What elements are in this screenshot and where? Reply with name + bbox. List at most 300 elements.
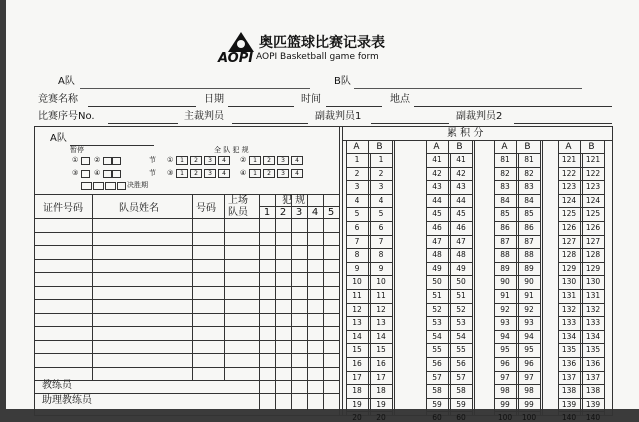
- score-cell-b[interactable]: 48: [456, 250, 466, 259]
- score-cell-b[interactable]: 123: [585, 182, 601, 191]
- score-header-a: A: [353, 142, 360, 152]
- team-foul-box[interactable]: 3: [277, 156, 289, 165]
- score-cell-b[interactable]: 100: [521, 413, 537, 422]
- team-foul-period-label: ②: [240, 156, 247, 164]
- score-cell-a[interactable]: 60: [432, 413, 442, 422]
- score-row: [494, 153, 541, 154]
- score-cell-b[interactable]: 60: [456, 413, 466, 422]
- team-foul-box[interactable]: 4: [291, 169, 303, 178]
- score-cell-a[interactable]: 129: [561, 264, 577, 273]
- label-competition: 竞赛名称: [38, 94, 78, 105]
- score-cell-a[interactable]: 131: [561, 291, 577, 300]
- score-cell-a[interactable]: 99: [500, 400, 510, 409]
- score-row: [346, 289, 393, 290]
- label-umpire-1: 副裁判员1: [315, 111, 362, 122]
- team-foul-box[interactable]: 1: [249, 156, 261, 165]
- score-row: [346, 343, 393, 344]
- score-cell-b[interactable]: 55: [456, 345, 466, 354]
- score-cell-b[interactable]: 41: [456, 155, 466, 164]
- timeout-box[interactable]: [81, 170, 90, 178]
- score-header-b: B: [376, 142, 383, 152]
- score-cell-a[interactable]: 13: [352, 318, 362, 327]
- score-cell-b[interactable]: 93: [524, 318, 534, 327]
- score-cell-b[interactable]: 42: [456, 169, 466, 178]
- score-row: [346, 194, 393, 195]
- foul-number: 2: [279, 207, 287, 218]
- score-cell-b[interactable]: 52: [456, 305, 466, 314]
- table-row: [34, 313, 339, 314]
- score-header-b: B: [588, 142, 595, 152]
- score-row: [558, 316, 605, 317]
- decider-timeout-box[interactable]: [105, 182, 116, 190]
- table-row: [34, 380, 339, 381]
- score-cell-a[interactable]: 93: [500, 318, 510, 327]
- score-cell-a[interactable]: 124: [561, 196, 577, 205]
- team-foul-box[interactable]: 3: [204, 156, 216, 165]
- score-row: [558, 275, 605, 276]
- score-cell-a[interactable]: 86: [500, 223, 510, 232]
- score-row: [426, 343, 473, 344]
- table-row: [34, 272, 339, 273]
- score-cell-a[interactable]: 41: [432, 155, 442, 164]
- score-row: [558, 180, 605, 181]
- score-row: [558, 343, 605, 344]
- timeout-box[interactable]: [112, 170, 121, 178]
- period-1-label: ①: [72, 156, 79, 164]
- score-row: [346, 153, 393, 154]
- table-row: [34, 299, 339, 300]
- score-cell-b[interactable]: 7: [378, 237, 384, 246]
- score-row: [346, 330, 393, 331]
- period-word: 节: [149, 169, 156, 177]
- score-cell-a[interactable]: 44: [432, 196, 442, 205]
- score-row: [494, 180, 541, 181]
- score-cell-a[interactable]: 123: [561, 182, 577, 191]
- score-cell-b[interactable]: 137: [585, 373, 601, 382]
- score-cell-a[interactable]: 51: [432, 291, 442, 300]
- foul-number: 4: [311, 207, 319, 218]
- score-cell-a[interactable]: 92: [500, 305, 510, 314]
- score-row: [558, 398, 605, 399]
- team-block-label: A队: [50, 133, 67, 144]
- score-header-a: A: [501, 142, 508, 152]
- score-cell-b[interactable]: 44: [456, 196, 466, 205]
- score-cell-a[interactable]: 82: [500, 169, 510, 178]
- score-row: [494, 398, 541, 399]
- score-cell-b[interactable]: 19: [376, 400, 386, 409]
- score-header-b: B: [524, 142, 531, 152]
- score-cell-b[interactable]: 86: [524, 223, 534, 232]
- score-cell-a[interactable]: 1: [354, 155, 360, 164]
- score-cell-a[interactable]: 90: [500, 277, 510, 286]
- foul-number: 5: [327, 207, 335, 218]
- score-cell-b[interactable]: 121: [585, 155, 601, 164]
- score-cell-a[interactable]: 89: [500, 264, 510, 273]
- decider-timeout-box[interactable]: [81, 182, 92, 190]
- score-row: [426, 262, 473, 263]
- score-cell-a[interactable]: 130: [561, 277, 577, 286]
- timeout-box[interactable]: [103, 170, 112, 178]
- score-cell-b[interactable]: 138: [585, 386, 601, 395]
- score-row: [558, 194, 605, 195]
- score-cell-b[interactable]: 20: [376, 413, 386, 422]
- score-cell-b[interactable]: 87: [524, 237, 534, 246]
- score-row: [346, 248, 393, 249]
- logo-mark-icon: [228, 32, 254, 52]
- score-cell-b[interactable]: 12: [376, 305, 386, 314]
- score-cell-a[interactable]: 55: [432, 345, 442, 354]
- score-row: [426, 316, 473, 317]
- header-player-name: 队员姓名: [119, 203, 159, 214]
- score-cell-b[interactable]: 18: [376, 386, 386, 395]
- score-cell-a[interactable]: 19: [352, 400, 362, 409]
- score-cell-a[interactable]: 53: [432, 318, 442, 327]
- score-cell-b[interactable]: 17: [376, 373, 386, 382]
- table-row: [34, 286, 339, 287]
- score-cell-b[interactable]: 6: [378, 223, 384, 232]
- score-title: 累 积 分: [447, 128, 484, 139]
- score-cell-a[interactable]: 122: [561, 169, 577, 178]
- score-cell-b[interactable]: 99: [524, 400, 534, 409]
- score-cell-a[interactable]: 97: [500, 373, 510, 382]
- score-row: [426, 221, 473, 222]
- team-foul-box[interactable]: 4: [291, 156, 303, 165]
- score-cell-b[interactable]: 81: [524, 155, 534, 164]
- score-row: [346, 316, 393, 317]
- header-number: 号码: [196, 203, 216, 214]
- decider-label: 决胜期: [127, 181, 148, 189]
- score-row: [494, 221, 541, 222]
- score-cell-a[interactable]: 43: [432, 182, 442, 191]
- label-umpire-2: 副裁判员2: [456, 111, 503, 122]
- score-cell-a[interactable]: 48: [432, 250, 442, 259]
- score-cell-a[interactable]: 95: [500, 345, 510, 354]
- score-cell-b[interactable]: 122: [585, 169, 601, 178]
- score-row: [494, 289, 541, 290]
- score-cell-b[interactable]: 133: [585, 318, 601, 327]
- team-foul-box[interactable]: 4: [218, 169, 230, 178]
- score-cell-b[interactable]: 5: [378, 209, 384, 218]
- score-cell-b[interactable]: 91: [524, 291, 534, 300]
- score-cell-a[interactable]: 134: [561, 332, 577, 341]
- score-cell-a[interactable]: 16: [352, 359, 362, 368]
- score-cell-b[interactable]: 88: [524, 250, 534, 259]
- score-row: [426, 411, 473, 412]
- score-cell-a[interactable]: 133: [561, 318, 577, 327]
- score-cell-b[interactable]: 140: [585, 413, 601, 422]
- decider-timeout-box[interactable]: [93, 182, 104, 190]
- assistant-coach-label: 助理教练员: [42, 395, 92, 406]
- score-row: [426, 194, 473, 195]
- score-row: [346, 262, 393, 263]
- score-cell-b[interactable]: 14: [376, 332, 386, 341]
- score-row: [426, 248, 473, 249]
- score-cell-a[interactable]: 98: [500, 386, 510, 395]
- score-cell-a[interactable]: 94: [500, 332, 510, 341]
- score-cell-b[interactable]: 96: [524, 359, 534, 368]
- score-cell-b[interactable]: 139: [585, 400, 601, 409]
- score-cell-b[interactable]: 10: [376, 277, 386, 286]
- score-cell-a[interactable]: 14: [352, 332, 362, 341]
- score-row: [346, 207, 393, 208]
- score-row: [558, 235, 605, 236]
- score-row: [426, 398, 473, 399]
- score-cell-b[interactable]: 98: [524, 386, 534, 395]
- score-cell-a[interactable]: 57: [432, 373, 442, 382]
- team-foul-box[interactable]: 2: [190, 169, 202, 178]
- score-cell-b[interactable]: 51: [456, 291, 466, 300]
- score-cell-b[interactable]: 97: [524, 373, 534, 382]
- score-cell-b[interactable]: 11: [376, 291, 386, 300]
- table-row: [34, 367, 339, 368]
- score-row: [346, 180, 393, 181]
- score-cell-b[interactable]: 57: [456, 373, 466, 382]
- score-row: [494, 167, 541, 168]
- score-cell-a[interactable]: 91: [500, 291, 510, 300]
- score-cell-b[interactable]: 130: [585, 277, 601, 286]
- score-cell-a[interactable]: 15: [352, 345, 362, 354]
- score-row: [558, 371, 605, 372]
- score-cell-a[interactable]: 18: [352, 386, 362, 395]
- header-onfield-1: 上场: [228, 195, 248, 206]
- score-header-b: B: [456, 142, 463, 152]
- score-cell-b[interactable]: 89: [524, 264, 534, 273]
- score-cell-b[interactable]: 49: [456, 264, 466, 273]
- score-cell-b[interactable]: 85: [524, 209, 534, 218]
- score-cell-b[interactable]: 134: [585, 332, 601, 341]
- score-row: [426, 289, 473, 290]
- score-cell-a[interactable]: 4: [354, 196, 360, 205]
- score-cell-a[interactable]: 8: [354, 250, 360, 259]
- score-cell-b[interactable]: 82: [524, 169, 534, 178]
- score-cell-b[interactable]: 2: [378, 169, 384, 178]
- period-4-label: ④: [94, 169, 101, 177]
- score-row: [426, 303, 473, 304]
- table-row: [34, 259, 339, 260]
- score-cell-b[interactable]: 54: [456, 332, 466, 341]
- score-cell-a[interactable]: 135: [561, 345, 577, 354]
- score-row: [346, 398, 393, 399]
- timeout-box[interactable]: [112, 157, 121, 165]
- score-cell-a[interactable]: 45: [432, 209, 442, 218]
- score-row: [494, 207, 541, 208]
- score-cell-b[interactable]: 9: [378, 264, 384, 273]
- score-row: [346, 371, 393, 372]
- score-row: [346, 357, 393, 358]
- team-foul-box[interactable]: 2: [190, 156, 202, 165]
- score-cell-b[interactable]: 126: [585, 223, 601, 232]
- label-game-no: 比赛序号No.: [38, 111, 95, 122]
- score-cell-b[interactable]: 94: [524, 332, 534, 341]
- score-cell-b[interactable]: 58: [456, 386, 466, 395]
- score-cell-a[interactable]: 83: [500, 182, 510, 191]
- score-row: [558, 153, 605, 154]
- score-cell-b[interactable]: 45: [456, 209, 466, 218]
- score-cell-a[interactable]: 84: [500, 196, 510, 205]
- score-cell-b[interactable]: 53: [456, 318, 466, 327]
- score-cell-a[interactable]: 5: [354, 209, 360, 218]
- score-row: [426, 153, 473, 154]
- foul-number: 3: [295, 207, 303, 218]
- score-cell-a[interactable]: 127: [561, 237, 577, 246]
- score-cell-b[interactable]: 84: [524, 196, 534, 205]
- score-cell-b[interactable]: 132: [585, 305, 601, 314]
- score-cell-a[interactable]: 50: [432, 277, 442, 286]
- score-cell-b[interactable]: 90: [524, 277, 534, 286]
- score-cell-a[interactable]: 121: [561, 155, 577, 164]
- team-foul-box[interactable]: 1: [176, 169, 188, 178]
- team-foul-box[interactable]: 3: [204, 169, 216, 178]
- score-cell-b[interactable]: 47: [456, 237, 466, 246]
- score-row: [346, 411, 393, 412]
- score-cell-a[interactable]: 138: [561, 386, 577, 395]
- score-cell-b[interactable]: 56: [456, 359, 466, 368]
- team-a-label: A队: [58, 76, 75, 87]
- score-cell-a[interactable]: 6: [354, 223, 360, 232]
- score-cell-b[interactable]: 131: [585, 291, 601, 300]
- score-cell-a[interactable]: 100: [497, 413, 513, 422]
- score-cell-a[interactable]: 10: [352, 277, 362, 286]
- score-row: [494, 235, 541, 236]
- table-row: [34, 340, 339, 341]
- score-cell-a[interactable]: 137: [561, 373, 577, 382]
- score-cell-b[interactable]: 83: [524, 182, 534, 191]
- score-cell-a[interactable]: 54: [432, 332, 442, 341]
- score-row: [558, 330, 605, 331]
- score-cell-a[interactable]: 87: [500, 237, 510, 246]
- score-cell-a[interactable]: 12: [352, 305, 362, 314]
- score-row: [426, 180, 473, 181]
- score-cell-a[interactable]: 88: [500, 250, 510, 259]
- score-row: [494, 371, 541, 372]
- score-cell-b[interactable]: 3: [378, 182, 384, 191]
- score-cell-a[interactable]: 96: [500, 359, 510, 368]
- score-row: [494, 357, 541, 358]
- team-foul-period-label: ④: [240, 169, 247, 177]
- score-header-a: A: [565, 142, 572, 152]
- score-cell-a[interactable]: 7: [354, 237, 360, 246]
- decider-timeout-box[interactable]: [117, 182, 126, 190]
- score-row: [346, 384, 393, 385]
- team-foul-box[interactable]: 4: [218, 156, 230, 165]
- score-cell-b[interactable]: 8: [378, 250, 384, 259]
- team-foul-box[interactable]: 1: [249, 169, 261, 178]
- score-cell-b[interactable]: 15: [376, 345, 386, 354]
- score-cell-a[interactable]: 126: [561, 223, 577, 232]
- label-venue: 地点: [390, 94, 410, 105]
- score-row: [346, 167, 393, 168]
- score-cell-a[interactable]: 59: [432, 400, 442, 409]
- score-cell-a[interactable]: 3: [354, 182, 360, 191]
- team-foul-box[interactable]: 3: [277, 169, 289, 178]
- score-cell-a[interactable]: 20: [352, 413, 362, 422]
- score-cell-a[interactable]: 125: [561, 209, 577, 218]
- score-cell-a[interactable]: 11: [352, 291, 362, 300]
- timeout-box[interactable]: [81, 157, 90, 165]
- score-cell-a[interactable]: 85: [500, 209, 510, 218]
- team-foul-box[interactable]: 2: [263, 169, 275, 178]
- team-fouls-label: 全 队 犯 规: [214, 146, 249, 154]
- score-cell-a[interactable]: 128: [561, 250, 577, 259]
- score-cell-a[interactable]: 17: [352, 373, 362, 382]
- score-cell-b[interactable]: 129: [585, 264, 601, 273]
- foul-number: 1: [263, 207, 271, 218]
- score-row: [494, 303, 541, 304]
- score-row: [426, 275, 473, 276]
- score-cell-b[interactable]: 43: [456, 182, 466, 191]
- score-cell-a[interactable]: 56: [432, 359, 442, 368]
- score-cell-a[interactable]: 47: [432, 237, 442, 246]
- score-cell-b[interactable]: 125: [585, 209, 601, 218]
- score-cell-a[interactable]: 81: [500, 155, 510, 164]
- score-row: [558, 289, 605, 290]
- score-cell-b[interactable]: 1: [378, 155, 384, 164]
- score-row: [558, 411, 605, 412]
- score-row: [494, 262, 541, 263]
- score-row: [494, 343, 541, 344]
- score-cell-b[interactable]: 124: [585, 196, 601, 205]
- score-cell-a[interactable]: 42: [432, 169, 442, 178]
- score-cell-b[interactable]: 95: [524, 345, 534, 354]
- score-cell-b[interactable]: 136: [585, 359, 601, 368]
- team-foul-period-label: ①: [167, 156, 174, 164]
- score-cell-a[interactable]: 2: [354, 169, 360, 178]
- score-cell-a[interactable]: 46: [432, 223, 442, 232]
- score-row: [426, 207, 473, 208]
- table-row: [34, 245, 339, 246]
- period-3-label: ③: [72, 169, 79, 177]
- score-cell-a[interactable]: 9: [354, 264, 360, 273]
- score-row: [346, 235, 393, 236]
- score-cell-b[interactable]: 128: [585, 250, 601, 259]
- score-cell-b[interactable]: 92: [524, 305, 534, 314]
- score-cell-b[interactable]: 16: [376, 359, 386, 368]
- score-row: [494, 316, 541, 317]
- score-cell-a[interactable]: 52: [432, 305, 442, 314]
- score-cell-b[interactable]: 135: [585, 345, 601, 354]
- score-cell-a[interactable]: 58: [432, 386, 442, 395]
- header-onfield-2: 队员: [228, 207, 248, 218]
- score-cell-b[interactable]: 13: [376, 318, 386, 327]
- score-cell-a[interactable]: 136: [561, 359, 577, 368]
- score-cell-b[interactable]: 50: [456, 277, 466, 286]
- score-cell-b[interactable]: 127: [585, 237, 601, 246]
- score-row: [494, 330, 541, 331]
- label-date: 日期: [204, 94, 224, 105]
- score-cell-b[interactable]: 4: [378, 196, 384, 205]
- table-row: [34, 326, 339, 327]
- team-foul-box[interactable]: 2: [263, 156, 275, 165]
- score-cell-a[interactable]: 139: [561, 400, 577, 409]
- score-sheet: [6, 0, 639, 422]
- score-row: [494, 194, 541, 195]
- score-row: [426, 167, 473, 168]
- coach-label: 教练员: [42, 380, 72, 391]
- table-row: [34, 353, 339, 354]
- label-referee: 主裁判员: [184, 111, 224, 122]
- score-row: [558, 357, 605, 358]
- score-cell-a[interactable]: 132: [561, 305, 577, 314]
- score-cell-a[interactable]: 140: [561, 413, 577, 422]
- score-row: [494, 275, 541, 276]
- score-cell-b[interactable]: 46: [456, 223, 466, 232]
- form-title: 奥匹篮球比赛记录表: [259, 35, 385, 51]
- timeout-box[interactable]: [103, 157, 112, 165]
- score-row: [558, 167, 605, 168]
- score-cell-a[interactable]: 49: [432, 264, 442, 273]
- team-foul-box[interactable]: 1: [176, 156, 188, 165]
- score-cell-b[interactable]: 59: [456, 400, 466, 409]
